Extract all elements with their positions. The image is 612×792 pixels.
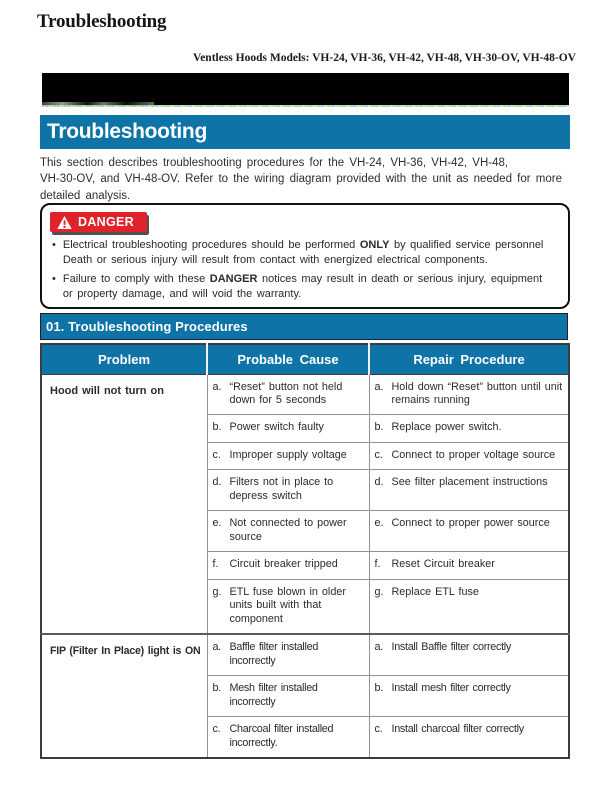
cause-text: Mesh filter installed incorrectly [229, 682, 318, 708]
repair-cell [369, 470, 569, 511]
cause-text: Baffle filter installed incorrectly [229, 641, 319, 667]
item-letter: b. [212, 421, 222, 434]
bullet-icon: • [52, 272, 56, 285]
item-letter: a. [374, 380, 384, 393]
bullet-segment: Failure to comply with these [62, 272, 210, 285]
repair-text: Reset Circuit breaker [391, 558, 495, 571]
repair-text: Install charcoal filter correctly [391, 723, 524, 736]
bullet-line: or property damage, and will void the warranty. [62, 288, 302, 301]
models-subtitle: Ventless Hoods Models: VH-24, VH-36, VH-42, VH-48, VH-30-OV, VH-48-OV [192, 52, 576, 64]
cause-cell [207, 470, 369, 511]
intro-line: detailed analysis. [40, 189, 131, 202]
item-letter: e. [374, 517, 384, 530]
table-title: 01. Troubleshooting Procedures [46, 319, 248, 334]
item-letter: d. [212, 476, 222, 489]
item-letter: g. [212, 585, 222, 598]
problem-text: Hood will not turn on [50, 384, 164, 397]
table-header-row [41, 344, 569, 374]
bullet-line [63, 272, 542, 287]
repair-cell [369, 676, 569, 717]
section-banner [40, 115, 570, 149]
item-letter: d. [374, 476, 384, 489]
cause-cell [207, 511, 369, 552]
problem-cell [41, 374, 207, 634]
bullet-segment: by qualified service personnel [389, 239, 544, 251]
item-letter: c. [212, 723, 221, 736]
cause-text: Charcoal filter installed incorrectly. [229, 723, 334, 749]
item-letter: a. [212, 641, 221, 654]
repair-text: See filter placement instructions [391, 476, 548, 489]
cause-text: Filters not in place to depress switch [229, 476, 334, 502]
bullet-bold-word: DANGER [209, 272, 258, 285]
danger-notice-box [40, 203, 570, 309]
redacted-bar [42, 73, 569, 105]
repair-cell [369, 415, 569, 442]
table-row [41, 374, 569, 415]
cause-cell [207, 676, 369, 717]
danger-bullet-text [63, 238, 544, 269]
repair-cell [369, 579, 569, 634]
item-letter: a. [374, 641, 383, 654]
repair-cell [369, 374, 569, 415]
repair-cell [369, 442, 569, 469]
item-letter: c. [212, 448, 221, 461]
item-letter: b. [374, 682, 383, 695]
bullet-segment: Electrical troubleshooting procedures should be performed [62, 239, 360, 251]
repair-text: Connect to proper power source [391, 517, 550, 530]
repair-text: Replace ETL fuse [391, 585, 479, 598]
column-header-probable-cause: Probable Cause [207, 344, 369, 374]
cause-cell [207, 579, 369, 634]
page-title: Troubleshooting [37, 11, 167, 32]
item-letter: c. [374, 448, 383, 461]
bullet-line: Death or serious injury will result from contact with energized electrical components. [62, 254, 488, 267]
cause-cell [207, 415, 369, 442]
danger-bullet-text [63, 272, 542, 303]
column-header-repair-procedure: Repair Procedure [369, 344, 569, 374]
problem-cell [41, 634, 207, 758]
cause-text: Circuit breaker tripped [229, 558, 338, 571]
repair-text: Replace power switch. [391, 421, 502, 434]
bullet-icon: • [52, 239, 56, 251]
intro-paragraph [40, 155, 576, 204]
repair-cell [369, 634, 569, 675]
repair-text: Connect to proper voltage source [391, 448, 556, 461]
cause-cell [207, 442, 369, 469]
table-title-bar [40, 313, 568, 340]
cause-text: “Reset” button not held down for 5 seconds [229, 380, 343, 406]
danger-label [50, 212, 147, 232]
item-letter: a. [212, 380, 222, 393]
table-row [41, 634, 569, 675]
item-letter: g. [374, 585, 384, 598]
cause-cell [207, 634, 369, 675]
warning-triangle-icon [57, 216, 72, 229]
intro-line: This section describes troubleshooting procedures for the VH-24, VH-36, VH-42, VH-48, [40, 157, 509, 169]
repair-text: Install Baffle filter correctly [391, 641, 512, 654]
repair-text: Hold down “Reset” button until unit remains running [391, 380, 563, 406]
troubleshooting-table [40, 343, 570, 759]
intro-line: VH-30-OV, and VH-48-OV. Refer to the wiring diagram provided with the unit as needed for more [40, 173, 562, 186]
cause-text: ETL fuse blown in older units built with that component [229, 585, 346, 625]
item-letter: f. [212, 558, 219, 571]
repair-cell [369, 511, 569, 552]
item-letter: e. [212, 517, 222, 530]
scan-artifact-line [42, 105, 569, 107]
item-letter: f. [374, 558, 381, 571]
bullet-segment: notices may result in death or serious injury, equipment [257, 272, 543, 285]
bullet-bold-word: ONLY [359, 239, 390, 251]
cause-cell [207, 552, 369, 579]
bullet-line [63, 238, 544, 253]
item-letter: b. [212, 682, 221, 695]
cause-text: Improper supply voltage [229, 448, 347, 461]
repair-cell [369, 552, 569, 579]
danger-bullet [52, 272, 562, 303]
cause-cell [207, 374, 369, 415]
danger-bullet-list [42, 236, 568, 303]
cause-text: Power switch faulty [229, 421, 324, 434]
column-header-problem: Problem [41, 344, 207, 374]
repair-text: Install mesh filter correctly [391, 682, 511, 695]
danger-label-text: DANGER [78, 215, 134, 229]
danger-bullet [52, 238, 562, 269]
problem-text: FIP (Filter In Place) light is ON [50, 645, 201, 658]
section-banner-title: Troubleshooting [47, 120, 207, 143]
item-letter: b. [374, 421, 384, 434]
repair-cell [369, 717, 569, 758]
cause-cell [207, 717, 369, 758]
cause-text: Not connected to power source [229, 517, 347, 543]
item-letter: c. [374, 723, 383, 736]
